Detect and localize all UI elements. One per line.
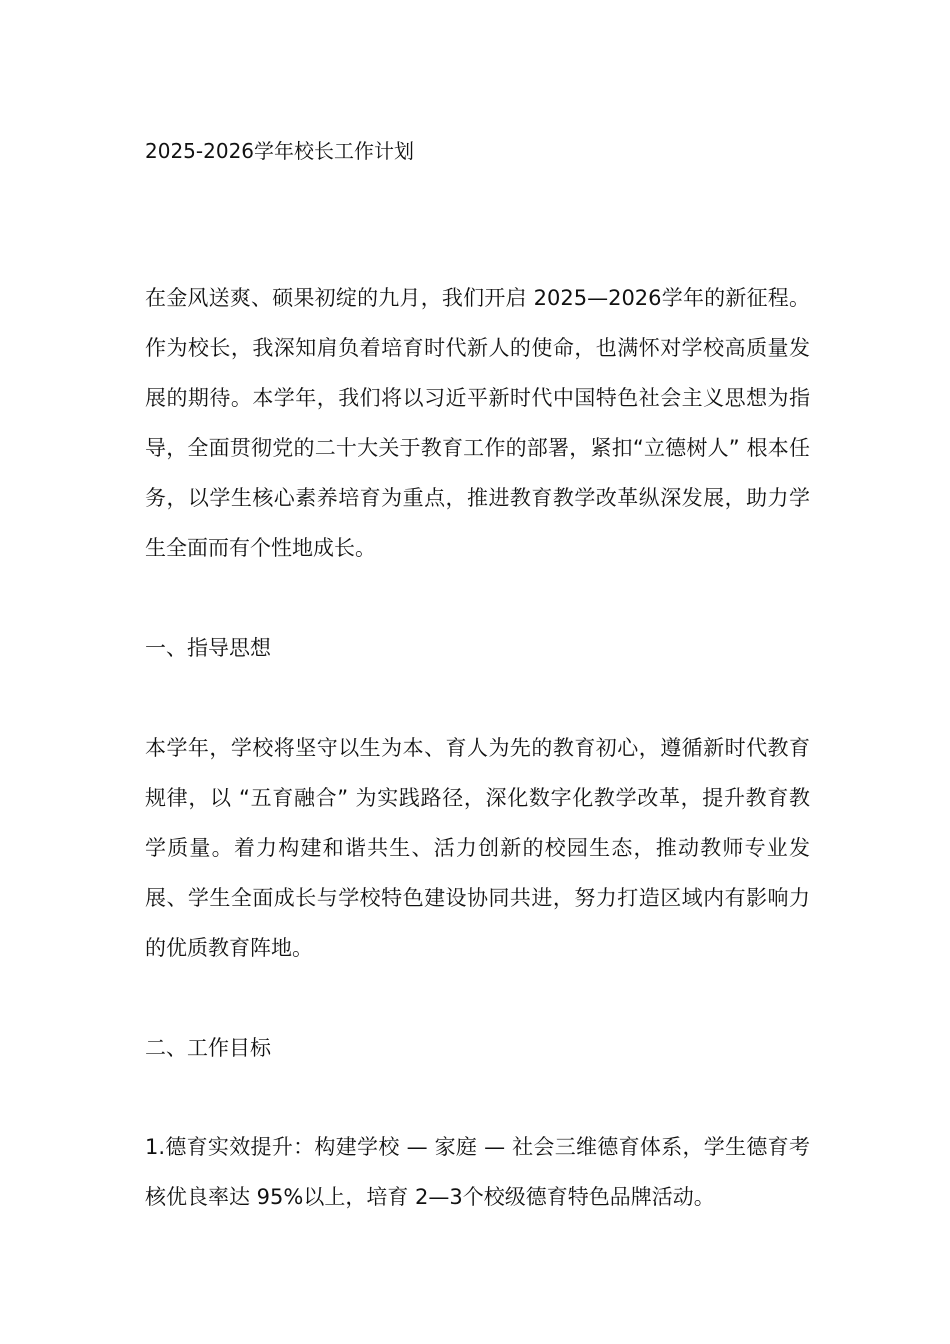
guiding-ideology-paragraph: 本学年，学校将坚守以生为本、育人为先的教育初心，遵循新时代教育规律，以 “五育融合” 为实践路径，深化数字化教学改革，提升教育教学质量。着力构建和谐共生、活力创新的校园生态，推动教师专业发展、学生全面成长与学校特色建设协同共进，努力打造区域内有影响力的优质教育阵地。 [145,736,810,960]
intro-paragraph: 在金风送爽、硕果初绽的九月，我们开启 2025—2026学年的新征程。作为校长，我深知肩负着培育时代新人的使命，也满怀对学校高质量发展的期待。本学年，我们将以习近平新时代中国特色社会主义思想为指导，全面贯彻党的二十大关于教育工作的部署，紧扣“立德树人” 根本任务，以学生核心素养培育为重点，推进教育教学改革纵深发展，助力学生全面而有个性地成长。 [145,286,810,560]
section-heading-work-goals: 二、工作目标 [145,1036,271,1060]
document-title: 2025-2026学年校长工作计划 [145,139,415,163]
work-goal-item-1: 1.德育实效提升：构建学校 — 家庭 — 社会三维德育体系，学生德育考核优良率达 95%以上，培育 2—3个校级德育特色品牌活动。 [145,1135,810,1209]
section-heading-guiding-ideology: 一、指导思想 [145,636,271,660]
